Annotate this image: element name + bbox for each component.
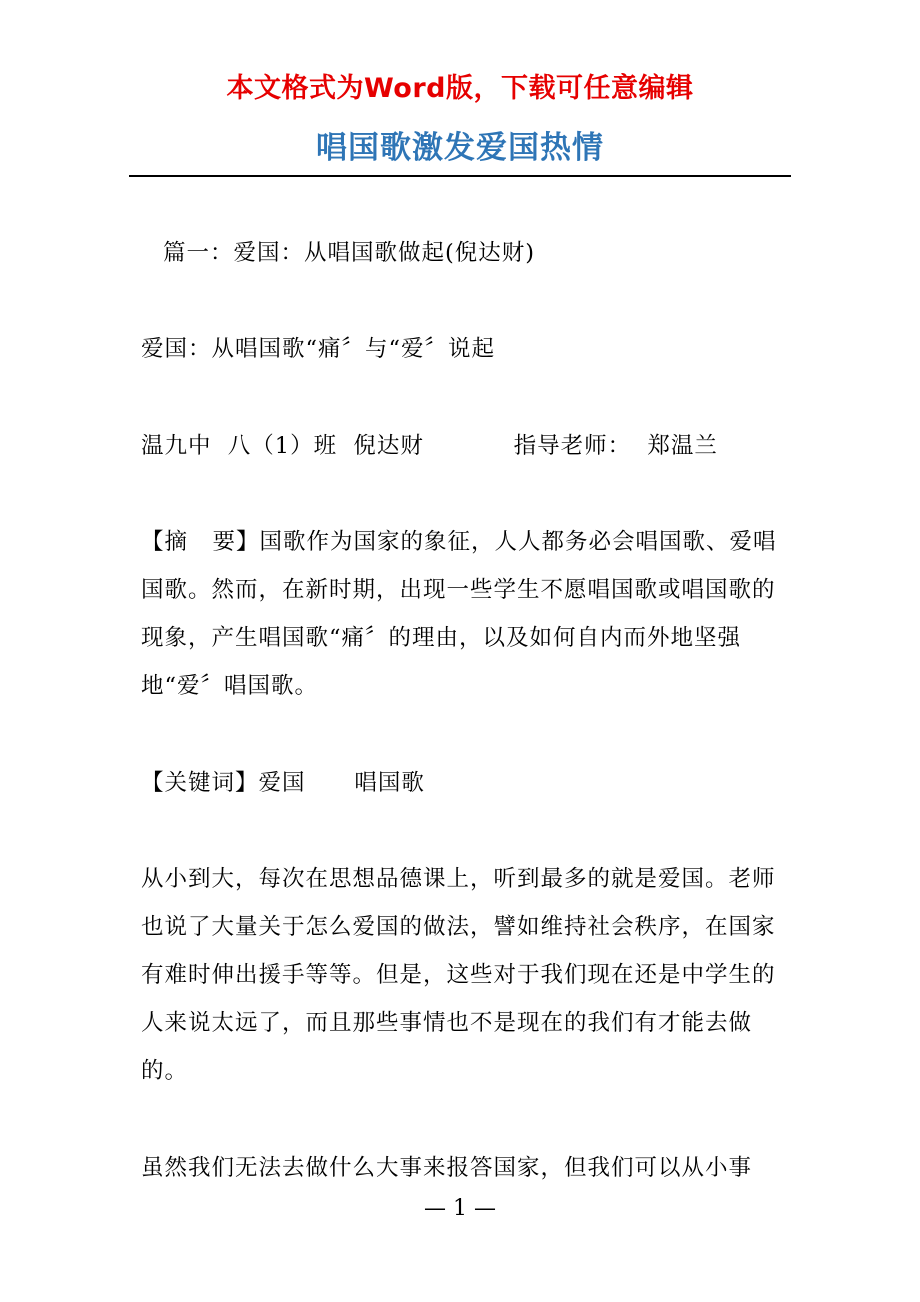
- page-number: — 1 —: [424, 1196, 496, 1221]
- body-paragraph: 从小到大，每次在思想品德课上，听到最多的就是爱国。老师也说了大量关于怎么爱国的做法，譬如维持社会秩序，在国家有难时伸出援手等等。但是，这些对于我们现在还是中学生的人来说太远了，而且那些事情也不是现在的我们有才能去做的。: [141, 866, 776, 1084]
- section-heading: 篇一：爱国：从唱国歌做起(倪达财): [163, 240, 536, 266]
- body-paragraph-continued: 虽然我们无法去做什么大事来报答国家，但我们可以从小事: [141, 1155, 753, 1181]
- format-banner: 本文格式为Word版，下载可任意编辑: [226, 73, 694, 104]
- author-line: 温九中 八（1）班 倪达财 指导老师： 郑温兰: [141, 433, 718, 459]
- document-title: 唱国歌激发爱国热情: [316, 130, 604, 166]
- article-subtitle: 爱国：从唱国歌“痛〞与“爱〞说起: [141, 336, 496, 362]
- keywords-line: 【关键词】爱国 唱国歌: [141, 770, 425, 796]
- abstract-paragraph: 【摘 要】国歌作为国家的象征，人人都务必会唱国歌、爱唱国歌。然而，在新时期，出现一些学生不愿唱国歌或唱国歌的现象，产生唱国歌“痛〞的理由，以及如何自内而外地坚强地“爱〞唱国歌。: [141, 529, 777, 699]
- title-divider: [129, 175, 791, 177]
